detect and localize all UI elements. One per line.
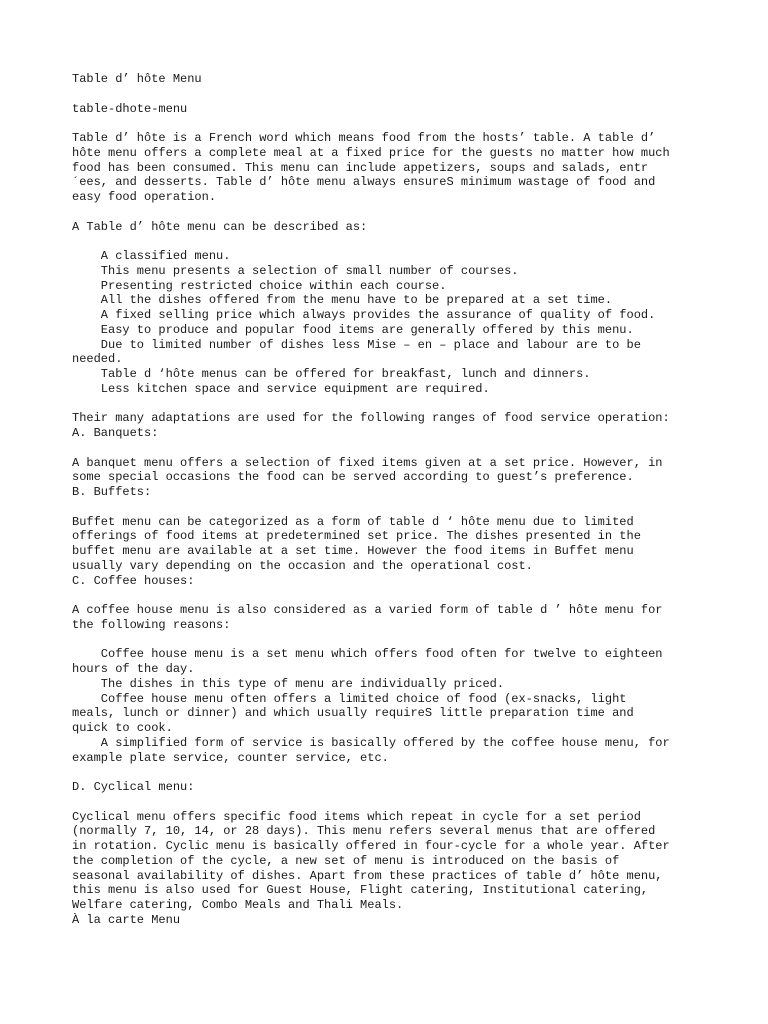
text-line: food has been consumed. This menu can include appetizers, soups and salads, entr (72, 160, 649, 175)
blank-line (72, 87, 712, 102)
text-line: C. Coffee houses: (72, 573, 195, 588)
text-line: easy food operation. (72, 190, 217, 204)
blank-line (72, 588, 712, 603)
text-line: Coffee house menu is a set menu which offers food often for twelve to eighteen (72, 647, 663, 662)
text-line: Their many adaptations are used for the following ranges of food service operation: (72, 411, 670, 426)
text-line: Presenting restricted choice within each course. (72, 278, 447, 293)
text-line: buffet menu are available at a set time. However the food items in Buffet menu (72, 544, 634, 558)
text-line: A classified menu. (72, 249, 231, 263)
text-line: ´ees, and desserts. Table d’ hôte menu always ensureS minimum wastage of food and (72, 175, 656, 190)
text-line: table-dhote-menu (72, 101, 188, 116)
text-line: Table d’ hôte is a French word which means food from the hosts’ table. A table d’ (72, 131, 656, 145)
text-line: some special occasions the food can be served according to guest’s preference. (72, 470, 634, 485)
blank-line (72, 633, 712, 648)
text-line: B. Buffets: (72, 485, 152, 499)
text-line: A simplified form of service is basically offered by the coffee house menu, for (72, 735, 670, 750)
text-line: A banquet menu offers a selection of fixed items given at a set price. However, in (72, 455, 663, 470)
blank-line (72, 795, 712, 810)
text-line: hôte menu offers a complete meal at a fixed price for the guests no matter how much (72, 145, 670, 160)
text-line: quick to cook. (72, 721, 173, 735)
text-line: needed. (72, 352, 123, 367)
text-line: hours of the day. (72, 662, 195, 676)
text-line: Cyclical menu offers specific food items which repeat in cycle for a set period (72, 809, 641, 824)
text-line: À la carte Menu (72, 912, 181, 927)
text-line: Table d’ hôte Menu (72, 72, 202, 86)
text-line: example plate service, counter service, etc. (72, 750, 389, 765)
text-line: usually vary depending on the occasion and the operational cost. (72, 558, 533, 573)
text-line: Due to limited number of dishes less Mise – en – place and labour are to be (72, 337, 641, 352)
text-line: offerings of food items at predetermined set price. The dishes presented in the (72, 529, 641, 544)
text-line: meals, lunch or dinner) and which usually requireS little preparation time and (72, 706, 634, 721)
text-line: Easy to produce and popular food items are generally offered by this menu. (72, 322, 634, 337)
blank-line (72, 116, 712, 131)
text-line: The dishes in this type of menu are individually priced. (72, 676, 505, 691)
text-line: Welfare catering, Combo Meals and Thali Meals. (72, 898, 404, 912)
document-body (72, 72, 712, 928)
text-line: A. Banquets: (72, 426, 159, 440)
blank-line (72, 765, 712, 780)
blank-line (72, 205, 712, 220)
text-line: All the dishes offered from the menu have to be prepared at a set time. (72, 293, 613, 308)
text-line: A Table d’ hôte menu can be described as: (72, 219, 368, 234)
text-line: seasonal availability of dishes. Apart from these practices of table d’ hôte menu, (72, 868, 663, 883)
text-line: Less kitchen space and service equipment are required. (72, 381, 490, 396)
text-line: the following reasons: (72, 617, 231, 632)
blank-line (72, 441, 712, 456)
text-line: Coffee house menu often offers a limited choice of food (ex-snacks, light (72, 691, 627, 706)
text-line: in rotation. Cyclic menu is basically offered in four-cycle for a whole year. After (72, 839, 670, 853)
blank-line (72, 397, 712, 412)
text-line: Table d ‘hôte menus can be offered for breakfast, lunch and dinners. (72, 367, 591, 381)
text-line: This menu presents a selection of small number of courses. (72, 263, 519, 278)
text-line: (normally 7, 10, 14, or 28 days). This menu refers several menus that are offered (72, 824, 656, 839)
text-line: D. Cyclical menu: (72, 780, 195, 794)
text-line: A coffee house menu is also considered as a varied form of table d ’ hôte menu for (72, 603, 663, 617)
blank-line (72, 234, 712, 249)
text-line: Buffet menu can be categorized as a form of table d ‘ hôte menu due to limited (72, 514, 634, 529)
text-line: this menu is also used for Guest House, Flight catering, Institutional catering, (72, 883, 649, 898)
blank-line (72, 500, 712, 515)
text-line: A fixed selling price which always provides the assurance of quality of food. (72, 308, 656, 322)
text-line: the completion of the cycle, a new set of menu is introduced on the basis of (72, 853, 620, 868)
